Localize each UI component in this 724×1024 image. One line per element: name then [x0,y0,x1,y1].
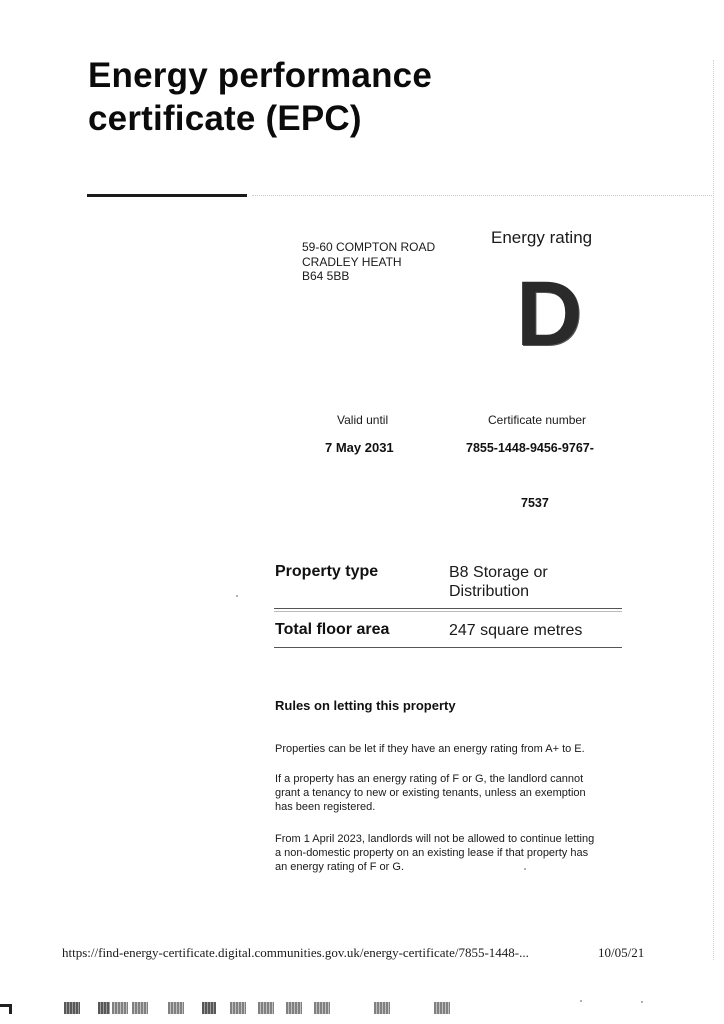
scan-artifact [314,1002,330,1014]
footer-print-date: 10/05/21 [598,945,645,960]
total-floor-area-value: 247 square metres [449,622,583,639]
scan-artifact [374,1002,390,1014]
property-address [302,240,435,284]
address-line-2: CRADLEY HEATH [302,254,402,269]
valid-until-label: Valid until [337,413,389,427]
certificate-number-part-1: 7855-1448-9456-9767- [466,441,594,455]
address-postcode: B64 5BB [302,269,350,283]
scan-artifact [230,1002,246,1014]
scan-artifact [112,1002,128,1014]
property-type-value [449,563,548,601]
scan-artifact [202,1002,216,1014]
scan-artifact [132,1002,148,1014]
scan-artifact [434,1002,450,1014]
title-line-1: Energy performance [88,56,432,95]
property-type-value-line-2: Distribution [449,583,530,600]
energy-rating-value: D [516,263,583,365]
letting-rule-2 [275,772,620,814]
scan-speck [580,1000,582,1002]
row-divider-faint [274,611,622,612]
valid-until-value: 7 May 2031 [325,440,394,455]
scan-speck [524,868,526,870]
letting-rules-heading: Rules on letting this property [275,698,456,713]
letting-rule-2-line-3: has been registered. [275,801,376,813]
scan-artifact [258,1002,274,1014]
title-underline [87,194,247,197]
scan-artifact [168,1002,184,1014]
letting-rule-3-line-1: From 1 April 2023, landlords will not be allowed to continue letting [275,833,595,845]
page-title [88,54,568,140]
property-type-value-line-1: B8 Storage or [449,564,548,581]
letting-rule-3-line-3: an energy rating of F or G. [275,861,405,873]
scan-speck [641,1001,643,1003]
letting-rule-1: Properties can be let if they have an energy rating from A+ to E. [275,743,585,755]
address-line-1: 59-60 COMPTON ROAD [302,240,436,254]
letting-rule-3-line-2: a non-domestic property on an existing lease if that property has [275,847,589,859]
energy-rating-label: Energy rating [491,228,593,247]
property-type-label: Property type [275,563,379,580]
row-divider [274,608,622,609]
footer-url: https://find-energy-certificate.digital.communities.gov.uk/energy-certificate/7855-1448-... [62,945,529,960]
scan-artifact [64,1002,80,1014]
scan-artifact [286,1002,302,1014]
letting-rule-3 [275,832,620,874]
row-divider [274,647,622,648]
scan-corner-mark [0,1004,12,1014]
letting-rule-2-line-2: grant a tenancy to new or existing tenants, unless an exemption [275,787,586,799]
scan-speck [236,595,238,597]
total-floor-area-label: Total floor area [275,621,390,638]
scan-artifact [98,1002,110,1014]
letting-rule-2-line-1: If a property has an energy rating of F or G, the landlord cannot [275,773,584,785]
certificate-number-part-2: 7537 [521,496,549,510]
scan-edge [713,60,714,960]
certificate-number-label: Certificate number [488,413,587,427]
faint-divider [252,195,712,196]
title-line-2: certificate (EPC) [88,99,362,138]
